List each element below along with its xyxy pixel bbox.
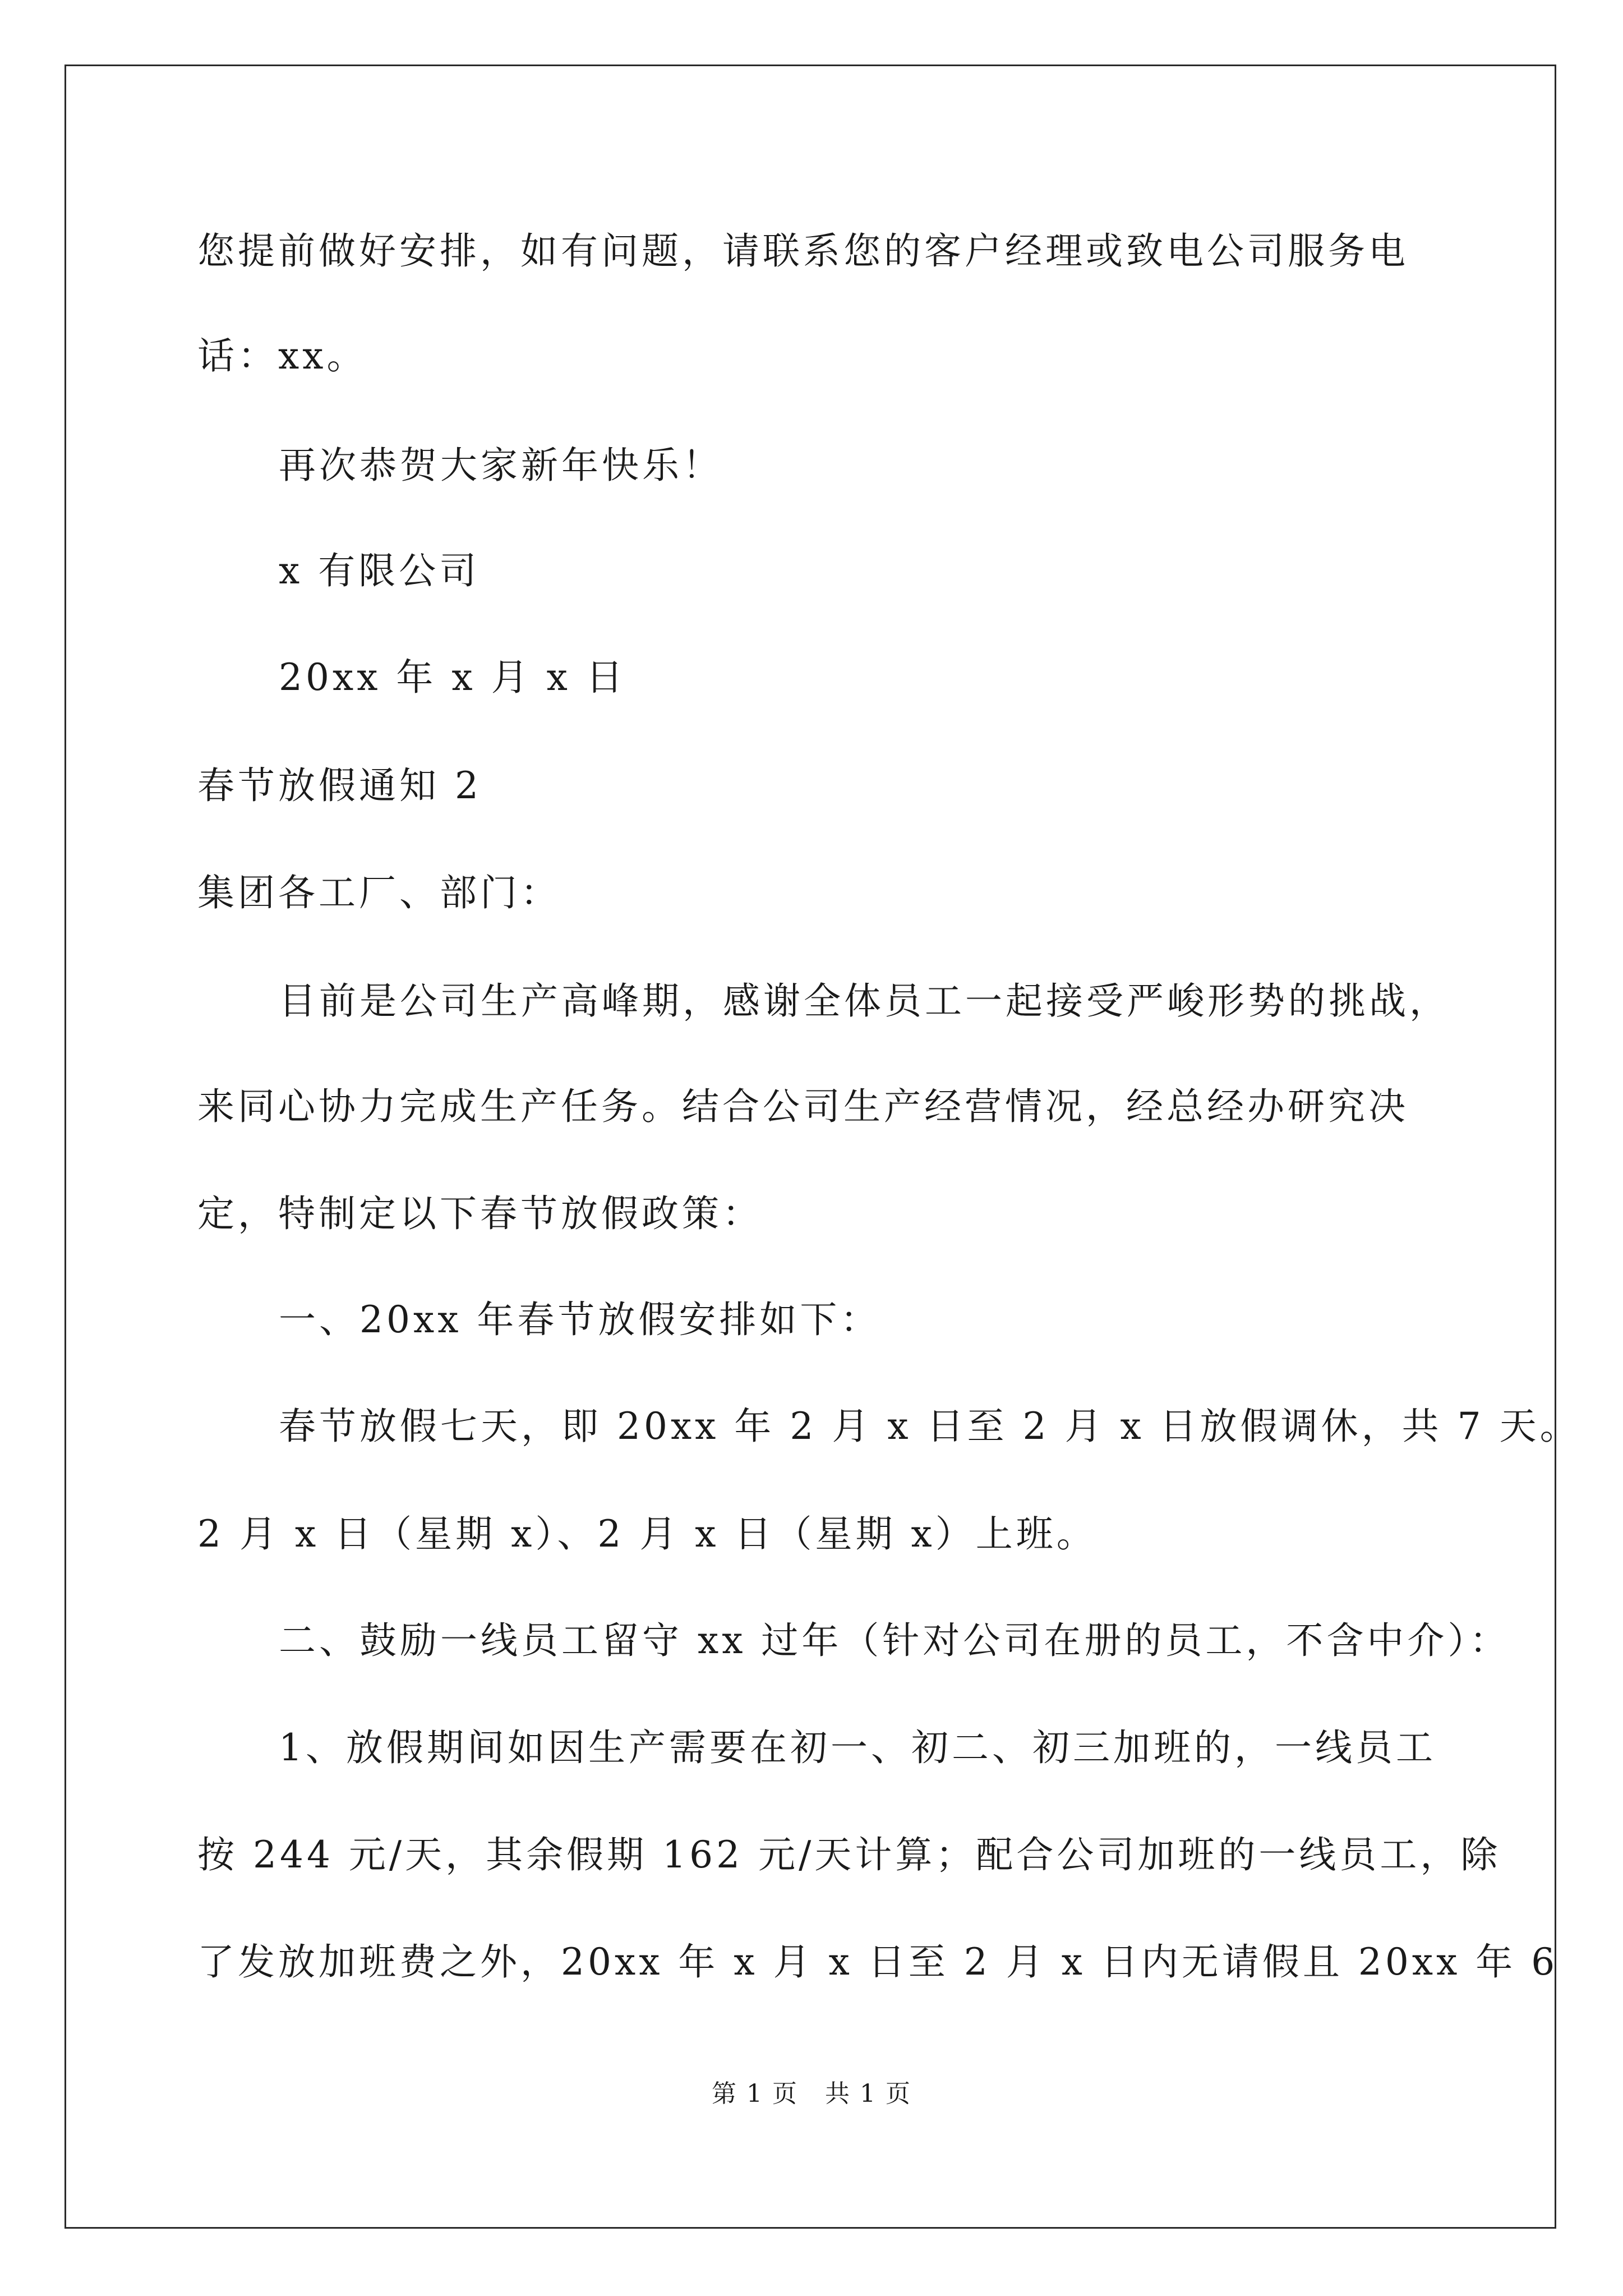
list-heading: 一、20xx 年春节放假安排如下： [279,1298,881,1341]
body-line: 2 月 x 日（星期 x）、2 月 x 日（星期 x）上班。 [197,1512,1097,1556]
body-line: 定，特制定以下春节放假政策： [197,1192,763,1235]
body-line: 1、放假期间如因生产需要在初一、初二、初三加班的，一线员工 [279,1726,1436,1769]
body-line: 来同心协力完成生产任务。结合公司生产经营情况，经总经办研究决 [197,1085,1409,1128]
section-title: 春节放假通知 2 [197,764,482,807]
body-line: 春节放假七天，即 20xx 年 2 月 x 日至 2 月 x 日放假调休，共 7 天。 [279,1405,1580,1448]
body-line: 了发放加班费之外，20xx 年 x 月 x 日至 2 月 x 日内无请假且 20xx 年 6 [197,1940,1559,1984]
signature-company: x 有限公司 [279,549,480,592]
body-line: 按 244 元/天，其余假期 162 元/天计算；配合公司加班的一线员工，除 [197,1833,1501,1876]
list-heading: 二、鼓励一线员工留守 xx 过年（针对公司在册的员工，不含中介）： [279,1619,1510,1662]
body-line: 再次恭贺大家新年快乐！ [279,444,723,487]
body-line: 您提前做好安排，如有问题，请联系您的客户经理或致电公司服务电 [197,229,1409,273]
signature-date: 20xx 年 x 月 x 日 [279,656,626,699]
page-border [64,65,1559,2229]
page-footer: 第 1 页 共 1 页 [712,2079,911,2108]
body-line: 话：xx。 [197,334,367,378]
body-line: 目前是公司生产高峰期，感谢全体员工一起接受严峻形势的挑战， [279,979,1450,1023]
salutation: 集团各工厂、部门： [197,871,561,914]
